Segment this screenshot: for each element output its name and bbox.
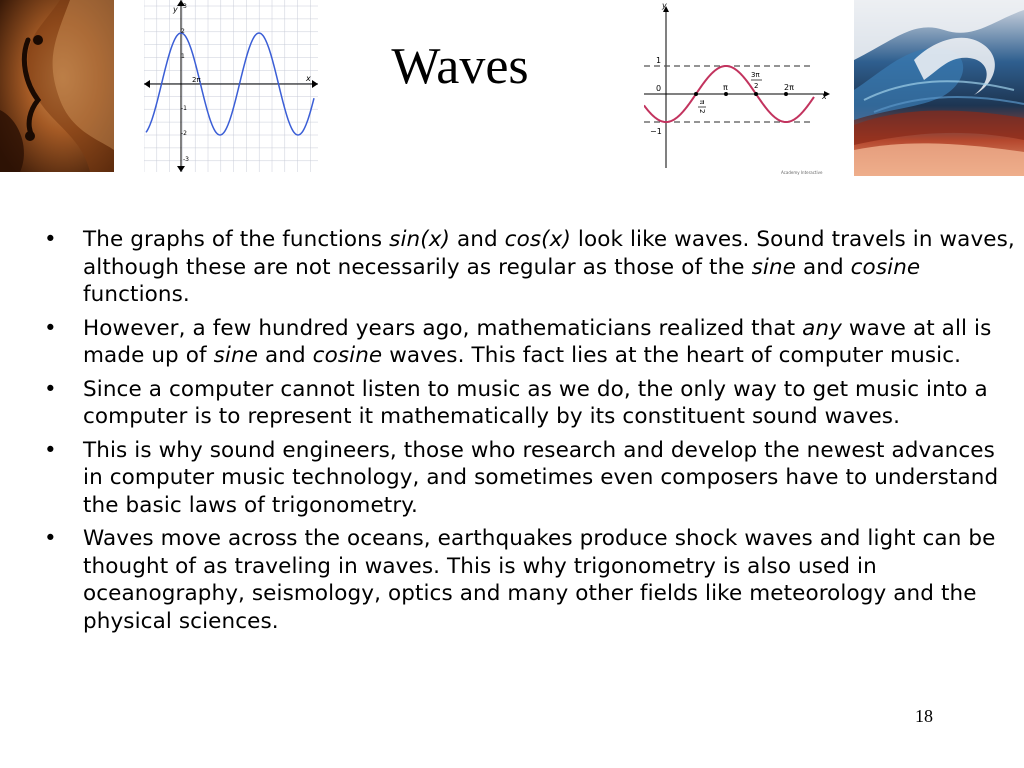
cos-y-axis-label: y	[662, 1, 667, 10]
emphasis-text: any	[802, 315, 842, 341]
slide-title: Waves	[391, 38, 529, 95]
bullet-list	[40, 226, 1015, 641]
bullet-text: waves. This fact lies at the heart of computer music.	[382, 343, 962, 368]
cos-tick-pi: π	[723, 83, 728, 92]
cosine-wave-graph	[644, 0, 834, 178]
bullet-text: and	[796, 254, 851, 280]
bullet-text: The graphs of the functions	[83, 227, 390, 252]
emphasis-text: sine	[751, 254, 797, 280]
bullet-text: However, a few hundred years ago, mathematicians realized that	[83, 315, 803, 341]
bullet-marker: •	[44, 376, 57, 402]
bullet-marker: •	[44, 526, 57, 551]
violin-photo	[0, 0, 114, 172]
sine-y-tick: -1	[181, 105, 187, 112]
cos-tick-neg1: −1	[650, 127, 662, 136]
sine-wave-graph	[144, 0, 318, 172]
cos-credit: Academy Interactive	[781, 170, 823, 175]
bullet-text: wave at all is made up of	[83, 315, 992, 368]
bullet-marker: •	[44, 437, 57, 463]
emphasis-text: cosine	[312, 343, 383, 368]
bullet-text: functions.	[83, 282, 190, 307]
bullet-text: and	[450, 227, 505, 252]
bullet-text: look like waves. Sound travels in waves, although these are not necessarily as regular as those of the	[83, 227, 1015, 280]
wave-painting	[854, 0, 1024, 176]
emphasis-text: sin(x)	[389, 227, 451, 252]
cos-tick-1: 1	[656, 56, 662, 65]
sine-tick-2pi: 2π	[192, 76, 201, 84]
cos-tick-0: 0	[656, 84, 662, 93]
cos-tick-pi-half-num: π	[698, 100, 706, 105]
sine-y-tick: 2	[181, 28, 185, 35]
cos-tick-2pi: 2π	[784, 83, 794, 92]
bullet-text: This is why sound engineers, those who research and develop the newest advances in computer music technology, and sometimes even composers have to understand the basic laws of trigonometry.	[83, 437, 999, 518]
sine-x-axis-label: x	[306, 74, 311, 83]
bullet-text: and	[258, 343, 313, 368]
sine-y-tick: 1	[181, 53, 185, 60]
cos-tick-pi-half-den: 2	[698, 109, 706, 114]
cos-tick-3pi-num: 3π	[751, 71, 760, 79]
emphasis-text: cos(x)	[504, 227, 571, 252]
cos-x-axis-label: x	[822, 92, 827, 101]
sine-y-tick: -2	[181, 130, 187, 137]
bullet-item	[40, 315, 1015, 370]
bullet-item	[40, 525, 1015, 635]
sine-y-tick: -3	[183, 156, 189, 163]
cos-tick-3pi-den: 2	[754, 82, 759, 90]
bullet-text: Waves move across the oceans, earthquakes produce shock waves and light can be thought of as traveling in waves. This is why trigonometry is also used in oceanography, seismology, optics and many other fields like meteorology and the physical sciences.	[83, 526, 996, 634]
bullet-marker: •	[44, 227, 57, 252]
bullet-item	[40, 376, 1015, 431]
bullet-item	[40, 226, 1015, 309]
emphasis-text: cosine	[850, 254, 921, 280]
sine-y-axis-label: y	[173, 5, 178, 14]
emphasis-text: sine	[213, 343, 259, 368]
sine-y-tick: 3	[183, 3, 187, 10]
bullet-item	[40, 437, 1015, 520]
bullet-text: Since a computer cannot listen to music as we do, the only way to get music into a computer is to represent it mathematically by its constituent sound waves.	[83, 376, 988, 429]
bullet-marker: •	[44, 315, 57, 341]
page-number: 18	[915, 706, 933, 726]
